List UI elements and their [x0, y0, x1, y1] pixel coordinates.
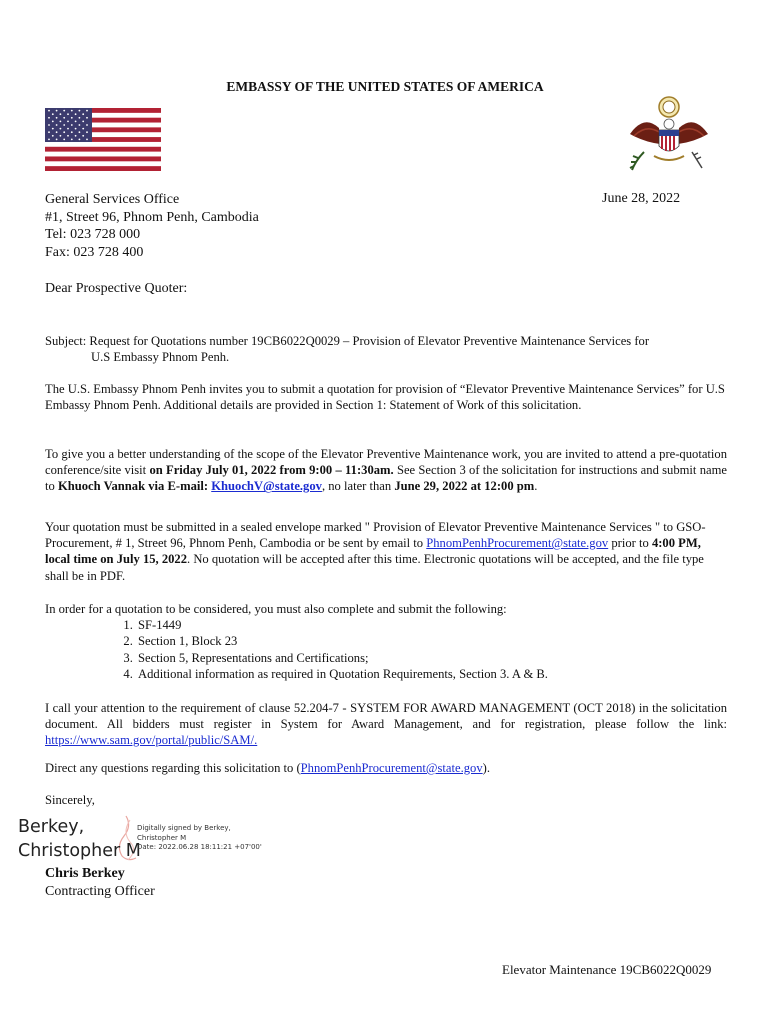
signature-meta-line: Christopher M — [137, 833, 187, 842]
procurement-email-link[interactable]: PhnomPenhProcurement@state.gov — [426, 536, 609, 551]
list-item: 1. SF-1449 — [136, 617, 727, 633]
submission-text: Your quotation must be submitted in a sealed envelope marked " Provision of Elevator Preventive Maintenance Services " to GSO-Procurement, # 1, Street 96, Phnom Penh, Cambodia or be sent by email to — [45, 520, 706, 551]
intro-paragraph: The U.S. Embassy Phnom Penh invites you to submit a quotation for provision of “Elevator Preventive Maintenance Services” for U.S Embassy Phnom Penh. Additional details are provided in Section 1: Statement of Work of this solicitation. — [45, 382, 725, 413]
submission-text: prior to — [608, 536, 652, 551]
list-item: 2. Section 1, Block 23 — [136, 633, 727, 649]
sam-link[interactable]: https://www.sam.gov/portal/public/SAM/. — [45, 733, 258, 748]
conference-datetime: on Friday July 01, 2022 from 9:00 – 11:30am. — [149, 463, 394, 478]
embassy-header-title: EMBASSY OF THE UNITED STATES OF AMERICA — [226, 79, 544, 94]
digital-signature-name — [18, 815, 141, 863]
embassy-seal-icon — [624, 94, 708, 178]
us-flag-icon — [45, 108, 161, 171]
subject-line — [45, 333, 727, 365]
submission-deadline: 4:00 PM, local time on July 15, 2022 — [45, 536, 701, 567]
greeting: Dear Prospective Quoter: — [45, 281, 188, 296]
signer-block — [45, 865, 155, 900]
fax: Fax: 023 728 400 — [45, 244, 144, 260]
telephone: Tel: 023 728 000 — [45, 227, 141, 242]
signature-meta-line: Digitally signed by Berkey, — [137, 824, 231, 832]
questions-paragraph — [45, 760, 727, 776]
signature-date: Date: 2022.06.28 18:11:21 +07'00' — [137, 843, 262, 851]
questions-email-link[interactable]: PhnomPenhProcurement@state.gov — [300, 761, 483, 775]
clause-text: I call your attention to the requirement of clause 52.204-7 - SYSTEM FOR AWARD MANAGEMENT (OCT 2018) in the solicitation document. All bidders must register in System for Award Management, and for registration, please follow the link: — [45, 701, 727, 732]
requirements-list — [45, 617, 727, 682]
street-address: #1, Street 96, Phnom Penh, Cambodia — [45, 209, 259, 225]
requirements-section — [45, 601, 727, 682]
sender-address — [45, 191, 259, 261]
conference-text: To give you a better understanding of the scope of the Elevator Preventive Maintenance work, you are invited to attend a pre-quotation conference/site visit — [45, 447, 727, 478]
conference-paragraph — [45, 446, 727, 495]
signature-name-line: Berkey, — [18, 817, 85, 837]
office-name: General Services Office — [45, 192, 180, 207]
closing: Sincerely, — [45, 793, 95, 807]
signature-name-line: Christopher M — [18, 841, 141, 861]
questions-text: Direct any questions regarding this solicitation to ( — [45, 761, 301, 775]
subject-text: Subject: Request for Quotations number 19CB6022Q0029 – Provision of Elevator Preventive Maintenance Services for — [45, 334, 650, 348]
digital-signature-details — [137, 824, 262, 853]
signer-title: Contracting Officer — [45, 883, 155, 899]
conference-text: . — [534, 479, 538, 494]
conference-text: See Section 3 of the solicitation for instructions and submit name to — [45, 463, 727, 494]
requirements-intro: In order for a quotation to be considered, you must also complete and submit the following: — [45, 602, 507, 616]
submission-paragraph — [45, 519, 727, 584]
contact-email-link[interactable]: KhuochV@state.gov — [211, 479, 322, 494]
letter-date: June 28, 2022 — [602, 191, 681, 206]
clause-paragraph — [45, 700, 727, 749]
signer-name: Chris Berkey — [45, 866, 125, 881]
subject-continuation: U.S Embassy Phnom Penh. — [91, 350, 230, 365]
conference-text: , no later than — [321, 479, 395, 494]
list-item: 3. Section 5, Representations and Certifications; — [136, 650, 727, 666]
list-item: 4. Additional information as required in Quotation Requirements, Section 3. A & B. — [136, 666, 727, 682]
questions-text: ). — [482, 761, 490, 775]
conference-deadline: June 29, 2022 at 12:00 pm — [394, 479, 535, 494]
contact-name: Khuoch Vannak via E-mail: — [57, 479, 212, 494]
page-footer: Elevator Maintenance 19CB6022Q0029 — [502, 962, 712, 977]
submission-text: . No quotation will be accepted after this time. Electronic quotations will be accepted, and the file type shall be in PDF. — [45, 552, 704, 583]
